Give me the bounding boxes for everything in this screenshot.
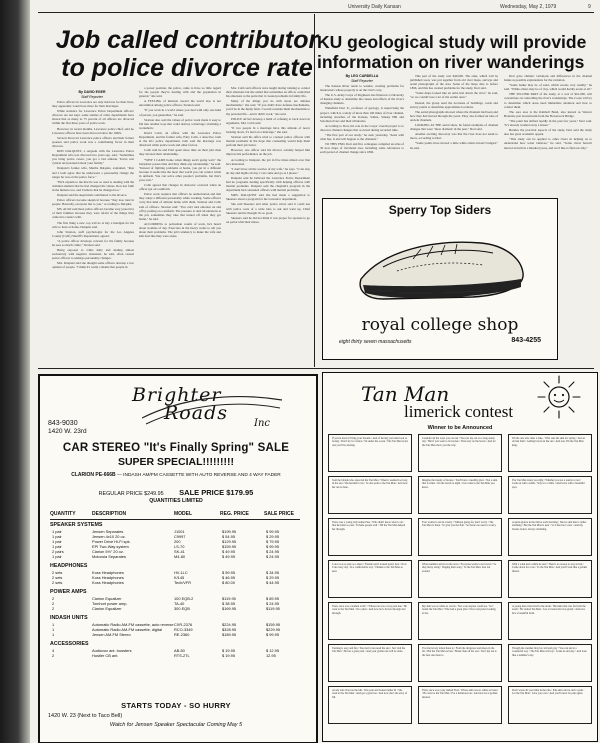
super-special: SUPER SPECIAL!!!!!!!!! <box>117 456 235 468</box>
limerick-entry: Consider all the ways you can tan / You can lay out on a long sunny day / But if you want to be bronze / Then stay on the lawns / And let the Tan Man show you the way. <box>418 434 502 472</box>
table-cell: $ 24.95 <box>266 554 279 559</box>
page-number: 9 <box>588 4 591 10</box>
table-cell: $ 34.95 <box>266 570 279 575</box>
table-cell: 2 <box>52 601 55 606</box>
table-cell: RCO-3349 <box>174 627 193 632</box>
table-cell: M4-80 <box>174 554 186 559</box>
table-cell: TA-40 <box>174 601 185 606</box>
table-cell: 12.95 <box>266 653 276 658</box>
paragraph: "If two people in a marriage have this attitude of never backing down, it's hard on a marriage," she said. <box>226 125 310 134</box>
paragraph: "The first part of our study," he said, yesterday, "deals with what has, is and will happen to the channels." <box>320 133 404 142</box>
table-cell: $119.95 <box>222 596 236 601</box>
table-cell: SK-41 <box>174 549 185 554</box>
table-cell: $229.95 <box>266 627 281 632</box>
table-cell: $ 24.95 <box>266 549 279 554</box>
table-cell: $ 99.95 <box>266 529 279 534</box>
paragraph: This part of the study cost $40,000. The atlas, which will be published soon, was put together from old river maps, surveys and aerial photographs of the area. Some of the maps date to before 1866, and this has created problems for the study, Dort said. <box>410 74 498 91</box>
paragraph: The Kansas River tends to wander, creating problems for landowners whose property is on the river's way. <box>320 84 404 93</box>
table-row <box>50 632 310 637</box>
table-cell: Audiovox ant. boosters <box>92 648 132 653</box>
contest-title: limerick contest <box>404 402 514 421</box>
table-cell: 2 pairs <box>52 549 64 554</box>
paragraph: "This study can be applied to other rivers in helping us to understand how water behaves," he said. "Some rivers haven't moved an inch in a hundred years, and we'd like to find out why." <box>504 137 592 150</box>
binding-shadow <box>0 0 30 743</box>
paper-name: University Daily Kansan <box>348 4 401 10</box>
paragraph: Stratton said his office tried to counsel police officers with marital problems in the hope that counseling would help them perform their job better. <box>226 135 310 148</box>
table-cell: Koss Headphones <box>92 575 124 580</box>
paragraph: Dalquist's former wife, Martha Dalquist, explained, "Ron and I both agree that he underwent a personality change the longer he was on the police force." <box>52 166 134 179</box>
table-cell: Jensen 4x10 20 oz. <box>92 534 126 539</box>
paragraph: However, one officer said his divorce actually helped him improve his performance on the job. <box>226 148 310 157</box>
limerick-entry: There once was a student at KU / Whose tan was a very pale hue / He went to the Tan Man / On a plan / And now he is brown through and through. <box>328 602 412 640</box>
geology-col-1 <box>320 84 404 196</box>
limerick-entry: Though the weather may be cold and gray / You can tan in a wonderful way / The Tan Man will say / Come in and stay / And look like a summer's day. <box>508 644 592 682</box>
table-cell: 1 pair <box>52 529 62 534</box>
limerick-entry: A lady who lived on the hill / Was pale and looked rather ill / She went to the Tan Man / And got a great tan / And now she's the envy of Jill. <box>328 686 412 724</box>
shop-name: royal college shop <box>361 315 519 335</box>
limerick-entry: Don't waste all your time in the rain / Pale skin can be such a pain / Let the Tan Man / Give you a tan / And you'll never be pale again. <box>508 686 592 724</box>
table-cell: $199.95 <box>222 529 237 534</box>
footer-address: 1420 W. 23 (Next to Taco Bell) <box>48 713 123 719</box>
paragraph: "Some banks may be of sand, which erodes very readily," he said. "While others may be of clay, which would hardly erode at all." <box>504 83 592 92</box>
paragraph: Besides the practical aspects of the study, Dort said the study also has great academic appeal. <box>504 128 592 137</box>
paragraph: Cobb said he and Patti spent more time on their jobs than they devoted their relationship. <box>139 148 221 157</box>
table-rule <box>50 519 300 520</box>
table-cell: $ 49.95 <box>222 554 235 559</box>
table-cell: 1 <box>52 632 55 637</box>
table-cell: 1 pair <box>52 539 62 544</box>
paragraph: The U.S. Army Corps of Engineers has financed a University of Kansas study to determine the causes and effects of the river's changing channels. <box>320 93 404 106</box>
winner-label: Winner to be Announced <box>427 425 493 431</box>
table-cell: Clarion 5½" 20 oz. <box>92 549 124 554</box>
paragraph: The aerial photographs showed where the channels had been and how they had moved through the years. They also formed an idea of ancient channels. <box>410 109 498 122</box>
regular-price: REGULAR PRICE $249.95 <box>98 491 164 497</box>
table-cell: Koss Headphones <box>92 580 124 585</box>
table-cell: 2 <box>52 653 55 658</box>
shop-address: eight thirty seven massachusetts <box>339 339 412 345</box>
table-cell: Clarion Equalizer <box>92 606 122 611</box>
price-line <box>38 488 314 497</box>
shop-phone: 843-4255 <box>511 337 541 344</box>
table-section-heading: POWER AMPS <box>50 589 87 595</box>
table-cell: 100 EQB-2 <box>174 596 194 601</box>
paragraph: Wakefield Dort Jr., professor of geology, is supervising the project, which is a study of more than 100 miles of river channel, including stretches of the Kansas, Saline, Smoky Hill and Solomon rivers and their tributaries. <box>320 106 404 123</box>
header-rule <box>38 12 594 13</box>
paragraph: THE SECOND PART of the study, at a cost of $61,000, will concentrate on controlling the river's wanderings. The Corps will try to determine which areas need immediate attention and how to control them. <box>504 92 592 109</box>
paragraph: However, in recent months, Lawrence police chief, said no Lawrence officers have been divorced since the 1960s. <box>52 126 134 135</box>
paragraph: LOOKING AT THE aerial shots, he found examples of channel changes that were "most dramatic in the past," Dort said. <box>410 123 498 132</box>
col-reg-price: REG. PRICE <box>220 511 249 517</box>
featured-description: — INDASH AM/FM CASSETTE WITH AUTO REVERSE AND 4 WAY FADER <box>117 473 281 478</box>
table-cell: $129.95 <box>222 539 237 544</box>
paragraph: MRS. DALQUIST said she had made a suggestion to Skeeters about a program for the Lawrence department. <box>226 193 310 202</box>
col-sale-price: SALE PRICE <box>264 511 295 517</box>
paragraph: Several divorced Lawrence police officers and their former spouses said police work was a contributing factor in their divorces. <box>52 135 134 148</box>
paragraph: "If you work in a world where you deal with only one kind of person, you generalize," he said. <box>139 108 221 117</box>
paragraph: "Some maps looked like an artist had drawn the river," he said, "so we couldn't use a lot of the earlier ones." <box>410 91 498 100</box>
police-byline: By DAVID EGER <box>78 90 106 94</box>
paragraph: A FEELING of mistrust toward the world also is not uncommon among police officers, Stratton said. <box>139 99 221 108</box>
table-cell: C9997 <box>174 534 186 539</box>
section-rule <box>38 368 594 369</box>
paragraph: Dort gave climatic variations and differences in the channel banks as possible explanations for the variation. <box>504 74 592 83</box>
paragraph: RON DALQUIST, a sergeant with the Lawrence Police Department who was divorced two years ago, said, "Sometimes you bring police career, you get a bad attitude. You're real cynical and paranoid about your family." <box>52 149 134 166</box>
limerick-entry: When summer arrives in the town / Everyone wants to be brown / So they hurry along / Singing their song / To the Tan Man, best tan around. <box>418 560 502 598</box>
paragraph: Mrs. Cobb said officers were taught during training to control their emotions but she added that sometimes an officer controlled his emotions to the point that it created problems in family life. <box>226 86 310 99</box>
table-cell: Automatic Radio AM-FM cassette, digital <box>92 627 163 632</box>
paragraph: Mrs. Dalquist said she thought some officers develop a low opinion of people. "I think it's really a shame that people in <box>52 261 134 270</box>
limerick-entry: A young man who lived in the dorm / Had skin that was far from the norm / He visited Tan Man / Got a bronze that was grand / And now he's a beautiful form. <box>508 602 592 640</box>
paragraph: "Some points have moved a mile while others haven't budged," he said. <box>410 141 498 150</box>
table-cell: K/145 <box>174 575 185 580</box>
table-cell: $119.95 <box>266 606 280 611</box>
limerick-entry: I've tried every lotion there is / From the drugstore and shops in the biz / But the Tan Man is best / Better than all the rest / Now my tan is the best one there is. <box>418 644 502 682</box>
paragraph: Skeeters said he did not think it was proper for spouses to go on patrol with their mates. <box>226 215 310 224</box>
limerick-entry: Ever wanted a tan in a hurry / Without going far, don't worry / The Tan Man is there / To give you the flair / So there's no need to scurry. <box>418 518 502 556</box>
table-cell: Motorola Separates <box>92 554 126 559</box>
geology-col-2 <box>410 74 498 196</box>
table-cell: $159.95 <box>266 622 281 627</box>
table-cell: Clarion Equalizer <box>92 596 122 601</box>
limerick-entry: I once was as pale as a sheet / Friends said I looked pretty beat / Now I tan every day / In a comfortable way / Thanks to the Tan Man so neat. <box>328 560 412 598</box>
police-headline: Job called contributor to police divorce rate <box>55 26 319 82</box>
col-model: MODEL <box>174 511 193 517</box>
paragraph: She said Skeeters and other police wives said it could use with police costs of a wide idea to ask and went up, Chief Skeeters said he thought it's so good. <box>226 202 310 215</box>
table-cell: 2 <box>52 596 55 601</box>
table-cell: RE-2360 <box>174 632 190 637</box>
paragraph: Police officers in Lawrence are only mad lost for their lives, they apparently would lose more for their marriages. <box>52 100 134 109</box>
paragraph: According to Dalquist, the job in five times mixed over that he's interested. <box>226 157 310 166</box>
table-cell: Jensen AM-FM Stereo <box>92 632 131 637</box>
sperry-title: Sperry Top Siders <box>388 203 492 217</box>
limerick-entry: The Tan Man treats you right / Whether you are a tourist or not / Come in with a smile / Stay for a while / And leave with a beautiful spot. <box>508 476 592 514</box>
police-col-2 <box>139 86 221 365</box>
table-row <box>50 606 310 611</box>
table-cell: $169.95 <box>222 606 237 611</box>
paragraph: "A police officer develops concern for his family because he sees so much crime," Stratton said. <box>52 238 134 247</box>
table-cell: $ 19.95 <box>222 648 235 653</box>
paragraph: John Stratton, staff psychologist for the Los Angeles County (Calif.) Sheriff's Department, agreed. <box>52 229 134 238</box>
table-cell: EPI Two-Way system <box>92 544 129 549</box>
paragraph: Being exposed to crime daily and dealing almost exclusively with negative situations, he said, often caused police officers to undergo personality changes. <box>52 248 134 261</box>
paragraph: The first thing a new cop will do is buy a handgun for his wife to have at home, Dalquist said. <box>52 220 134 229</box>
table-cell: 1 pair <box>52 544 62 549</box>
col-description: DESCRIPTION <box>92 511 127 517</box>
table-cell: $ 99.95 <box>266 632 279 637</box>
limerick-entry: Said the blonde who expected the Tan Man / When it seemed too long in the sun / She hurried to tan / So she went to the Tan Man / And now her tan is done. <box>328 476 412 514</box>
limerick-entry: Tanning is easy and fun / You don't even need the sun / Just visit the Tan Man / He has a great plan / And your golden tan will be done. <box>328 644 412 682</box>
paragraph: While statistics for Lawrence Police Department officers' divorces are not kept, some studies of other departments have shown that as many as 75 percent of all officers are divorced within the first three years of police work. <box>52 109 134 126</box>
table-section-heading: HEADPHONES <box>50 563 88 569</box>
table-cell: $ 46.95 <box>222 575 235 580</box>
table-cell: 1 <box>52 622 55 627</box>
sun-icon <box>536 374 582 420</box>
store-suffix: Inc <box>254 418 270 429</box>
table-cell: $ 99.95 <box>266 544 279 549</box>
featured-deck <box>38 472 314 479</box>
table-cell: $ 24.95 <box>266 601 279 606</box>
table-cell: 1 pair <box>52 534 62 539</box>
table-cell: LS-70 <box>174 544 185 549</box>
table-section-heading: SPEAKER SYSTEMS <box>50 522 103 528</box>
table-cell: 1 <box>52 627 55 632</box>
sale-headline: CAR STEREO "It's Finally Spring" SALE <box>62 442 290 454</box>
paragraph: "The point has shifted rapidly in the past few years," Dort said. "It's already washed away a house." <box>504 118 592 128</box>
paragraph: The sore area is the Kimbell Bend, also known as Weaver Bottoms, just downstream from the Bowersock Bridge. <box>504 109 592 118</box>
table-cell: $328.95 <box>222 627 237 632</box>
quantities-limited: QUANTITIES LIMITED <box>149 498 203 504</box>
issue-date: Wednesday, May 2, 1979 <box>500 4 557 10</box>
table-cell: $ 44.95 <box>266 580 279 585</box>
table-row <box>50 580 310 585</box>
table-cell: Automatic Radio AM-FM cassette, auto reverse <box>92 622 174 627</box>
paragraph: Dalquist said he believed the Lawrence Police Department had no programs dealing specifically with helping officers with marital problems. Dalquist said the chaplain's program in the department had counseled officers with marital problems. <box>226 175 310 193</box>
table-cell: 2 <box>52 606 55 611</box>
col-quantity: QUANTITY <box>50 511 76 517</box>
paragraph: POLICE ALSO develop a habit of refusing to back down in arguments, Mrs. Cobb said. <box>226 116 310 125</box>
table-cell: Koss Headphones <box>92 570 124 575</box>
table-cell: $224.95 <box>222 622 237 627</box>
table-row <box>50 653 310 658</box>
limerick-entry: Imagine the beauty of bronze / You'll have a healthy glow / Not a skin that is white / On the beach at night / Just come to the Tan Man you know. <box>418 476 502 514</box>
table-cell: $ 19.95 <box>222 653 235 658</box>
store-name: Brighter <box>132 384 222 406</box>
featured-model: CLARION PE-666B <box>71 472 116 478</box>
police-byline-role: Staff Reporter <box>81 95 103 99</box>
limerick-entry: There was a young lady named Sue / Who didn't know what to do / She had skin so pale / It made people wail / Till the Tan Man helped her through. <box>328 518 412 556</box>
geology-col-3 <box>504 74 592 196</box>
table-section-heading: INDASH UNITS <box>50 615 88 621</box>
table-cell: HV-1LC <box>174 570 188 575</box>
limerick-entry: There once was a guy named Fred / Whose skin was as white as bread / He went to the Tan Man / For a luxurious tan / And now he is golden instead. <box>418 686 502 724</box>
table-cell: $189.95 <box>222 632 237 637</box>
road-swoosh-graphic <box>142 388 282 428</box>
paragraph: "I don't have all the worries of my wife," he says. "I can stay all day and nights all day. I can come and go as I please." <box>226 166 310 175</box>
limerick-entry: My skin was as white as can be / Not a tan anyone could see / So I found the Tan Man / Who had a great plan / Now everyone's looking at me. <box>418 602 502 640</box>
footer-note: Watch for Jensen Speaker Spectacular Coming May 5 <box>109 722 243 728</box>
table-cell: 4 <box>52 648 55 653</box>
table-cell: 1 pair <box>52 554 62 559</box>
table-cell: $ 80.00 <box>222 580 235 585</box>
table-cell: RTS-2TL <box>174 653 190 658</box>
paragraph: Police officers become skeptical because "they lose trust in people. Basically, everyone lies to you," according to Dalquist. <box>52 198 134 207</box>
tanman-brand: Tan Man <box>361 382 450 406</box>
paragraph: "He'd explain to me that he was so used to dealing with the criminal element that he had changed his values. Ron lost faith in the human race, and I believe that he changed too." <box>52 179 134 192</box>
paragraph: David Cobb, an officer with the Lawrence Police Department, and his former wife, Patty Cobb, a detective, both at the KU police department, both said the marriage was dissolved while police work and other factors. <box>139 130 221 148</box>
paragraph: Many of the things you do with stress are defense mechanisms," she said. "If you didn't have defense mechanisms, you'd be in the funny farm. I would consider them mechanisms to my personal life—and it didn't work," she said. <box>226 99 310 116</box>
paragraph: According to Dort, his role in the Corps' overall project is to discover channel changes that occurred during recorded time. <box>320 123 404 132</box>
table-cell: Tech/VFR <box>174 580 192 585</box>
table-cell: $ 29.95 <box>266 534 279 539</box>
table-cell: $ 79.95 <box>266 539 279 544</box>
starts-today: STARTS TODAY - SO HURRY <box>121 701 231 710</box>
paragraph: Cobb agreed that changes in character occurred when an officer got on a uniform. <box>139 183 221 192</box>
paragraph: a power position, the police, came to have so little regard for the people they're dealing with and the population in general," she said. <box>139 86 221 99</box>
table-cell: Jensen Separates <box>92 529 124 534</box>
table-cell: Tomhort power amp. <box>92 601 128 606</box>
paragraph: Another exciting discovery was that the river does not seem to move, according to Dort. <box>410 132 498 141</box>
paragraph: Dalquist said the skepticism contributed to his divorce. <box>57 192 128 197</box>
table-cell: CXR-2376 <box>174 622 193 627</box>
table-cell: Hustler CB ant. <box>92 653 119 658</box>
paragraph: Instead, the group used the locations of buildings, roads and survey points to determine approximate locations. <box>410 100 498 109</box>
table-cell: AB-50 <box>174 648 185 653</box>
table-cell: $ 38.95 <box>222 601 235 606</box>
store-name-2: Roads <box>164 402 228 424</box>
paragraph: "WHY I CAME home when things aren't going well," the babysitter passes time and they think any relationship," he said. "Instead of fighting problems at home, you get in a different because it seems like the most that world you can control while in uniform. You can solve other people's problems, but that's your own." <box>139 157 221 182</box>
table-cell: $159.95 <box>222 544 237 549</box>
table-row <box>50 554 310 559</box>
table-cell: $ 54.95 <box>222 534 235 539</box>
paragraph: Stratton also said the values of police work made it easy to fall into another loop that could destroy a marriage: obtaining a workaholic. <box>139 117 221 130</box>
table-cell: $ 29.95 <box>266 575 279 580</box>
geology-byline: By LEO CARDELLA <box>345 74 379 78</box>
table-cell: 200 <box>174 539 181 544</box>
table-cell: $ 89.95 <box>266 596 279 601</box>
table-cell: 2 sets <box>52 575 63 580</box>
store-phone: 843-9030 <box>48 420 78 427</box>
table-section-heading: ACCESSORIES <box>50 641 89 647</box>
table-cell: $ 49.95 <box>222 549 235 554</box>
paragraph: Police work requires that officers be authoritarian and that they adopt a different personality while working. Some officers carry that kind of attitude home with them, Stratton and Cobb said of officers. Stratton said: "You can't turn emotion on and off by putting on a uniform. The pressure to deal all emotions at the job, sometimes they take that turned off when they got home," he said. <box>139 192 221 221</box>
table-cell: J1001 <box>174 529 185 534</box>
limerick-entry: If you're tired of living your dreams / And of having your skin look so boring / Don't fry in a lotion / Sit under the ocean / The Tan Man is the one you'll be adoring. <box>328 434 412 472</box>
table-cell: 2 sets <box>52 580 63 585</box>
store-address: 1420 W. 23rd <box>48 428 87 435</box>
table-cell: $ 59.95 <box>222 570 235 575</box>
paragraph: TO THIS END, Dort and five colleagues compiled an atlas of 30 new maps of riverbend area, including some references to each period of channel change since 1866. <box>320 142 404 155</box>
paragraph: MS. ALSO said most police officers became very protective of their families because they were afraid of the things they came into contact with. <box>52 207 134 220</box>
geology-byline-role: Staff Reporter <box>351 79 373 83</box>
newspaper-page <box>30 0 600 743</box>
sale-price: SALE PRICE $179.95 <box>179 488 254 497</box>
boat-shoe-illustration <box>353 221 529 311</box>
table-cell: Power Drive Hi-Fi spk. <box>92 539 131 544</box>
table-cell: 2 sets <box>52 570 63 575</box>
geology-headline: KU geological study will provide information on river wanderings <box>317 32 587 72</box>
paragraph: ACCORDING to policeman counts of work, he's heard about troubles of day. Exercises in the heavy wants to tell you about their problems. The job's tendency to make the wife and kids feel like they were alone. <box>139 221 221 239</box>
table-cell: $ 12.95 <box>266 648 279 653</box>
police-col-1 <box>52 100 134 365</box>
limerick-entry: With a wink and a smile he said / There's no reason to stay in bed / Come down for a tan / To the Tan Man / And you'll look like a golden thread. <box>508 560 592 598</box>
sperry-ad <box>322 198 558 360</box>
police-col-3 <box>226 86 310 365</box>
limerick-entry: A quick glance in the mirror each morning / Shows skin that is rather alarming / But the Tan Man is near / So I shed not a tear / And my bronze look is always charming. <box>508 518 592 556</box>
table-cell: 300 EQB <box>174 606 190 611</box>
limerick-entry: I'm the one who rides a bike, / Who tans his skin for spring / Just an old ski bum / Getting brown in the sun / And now I'm the Tan Man king. <box>508 434 592 472</box>
